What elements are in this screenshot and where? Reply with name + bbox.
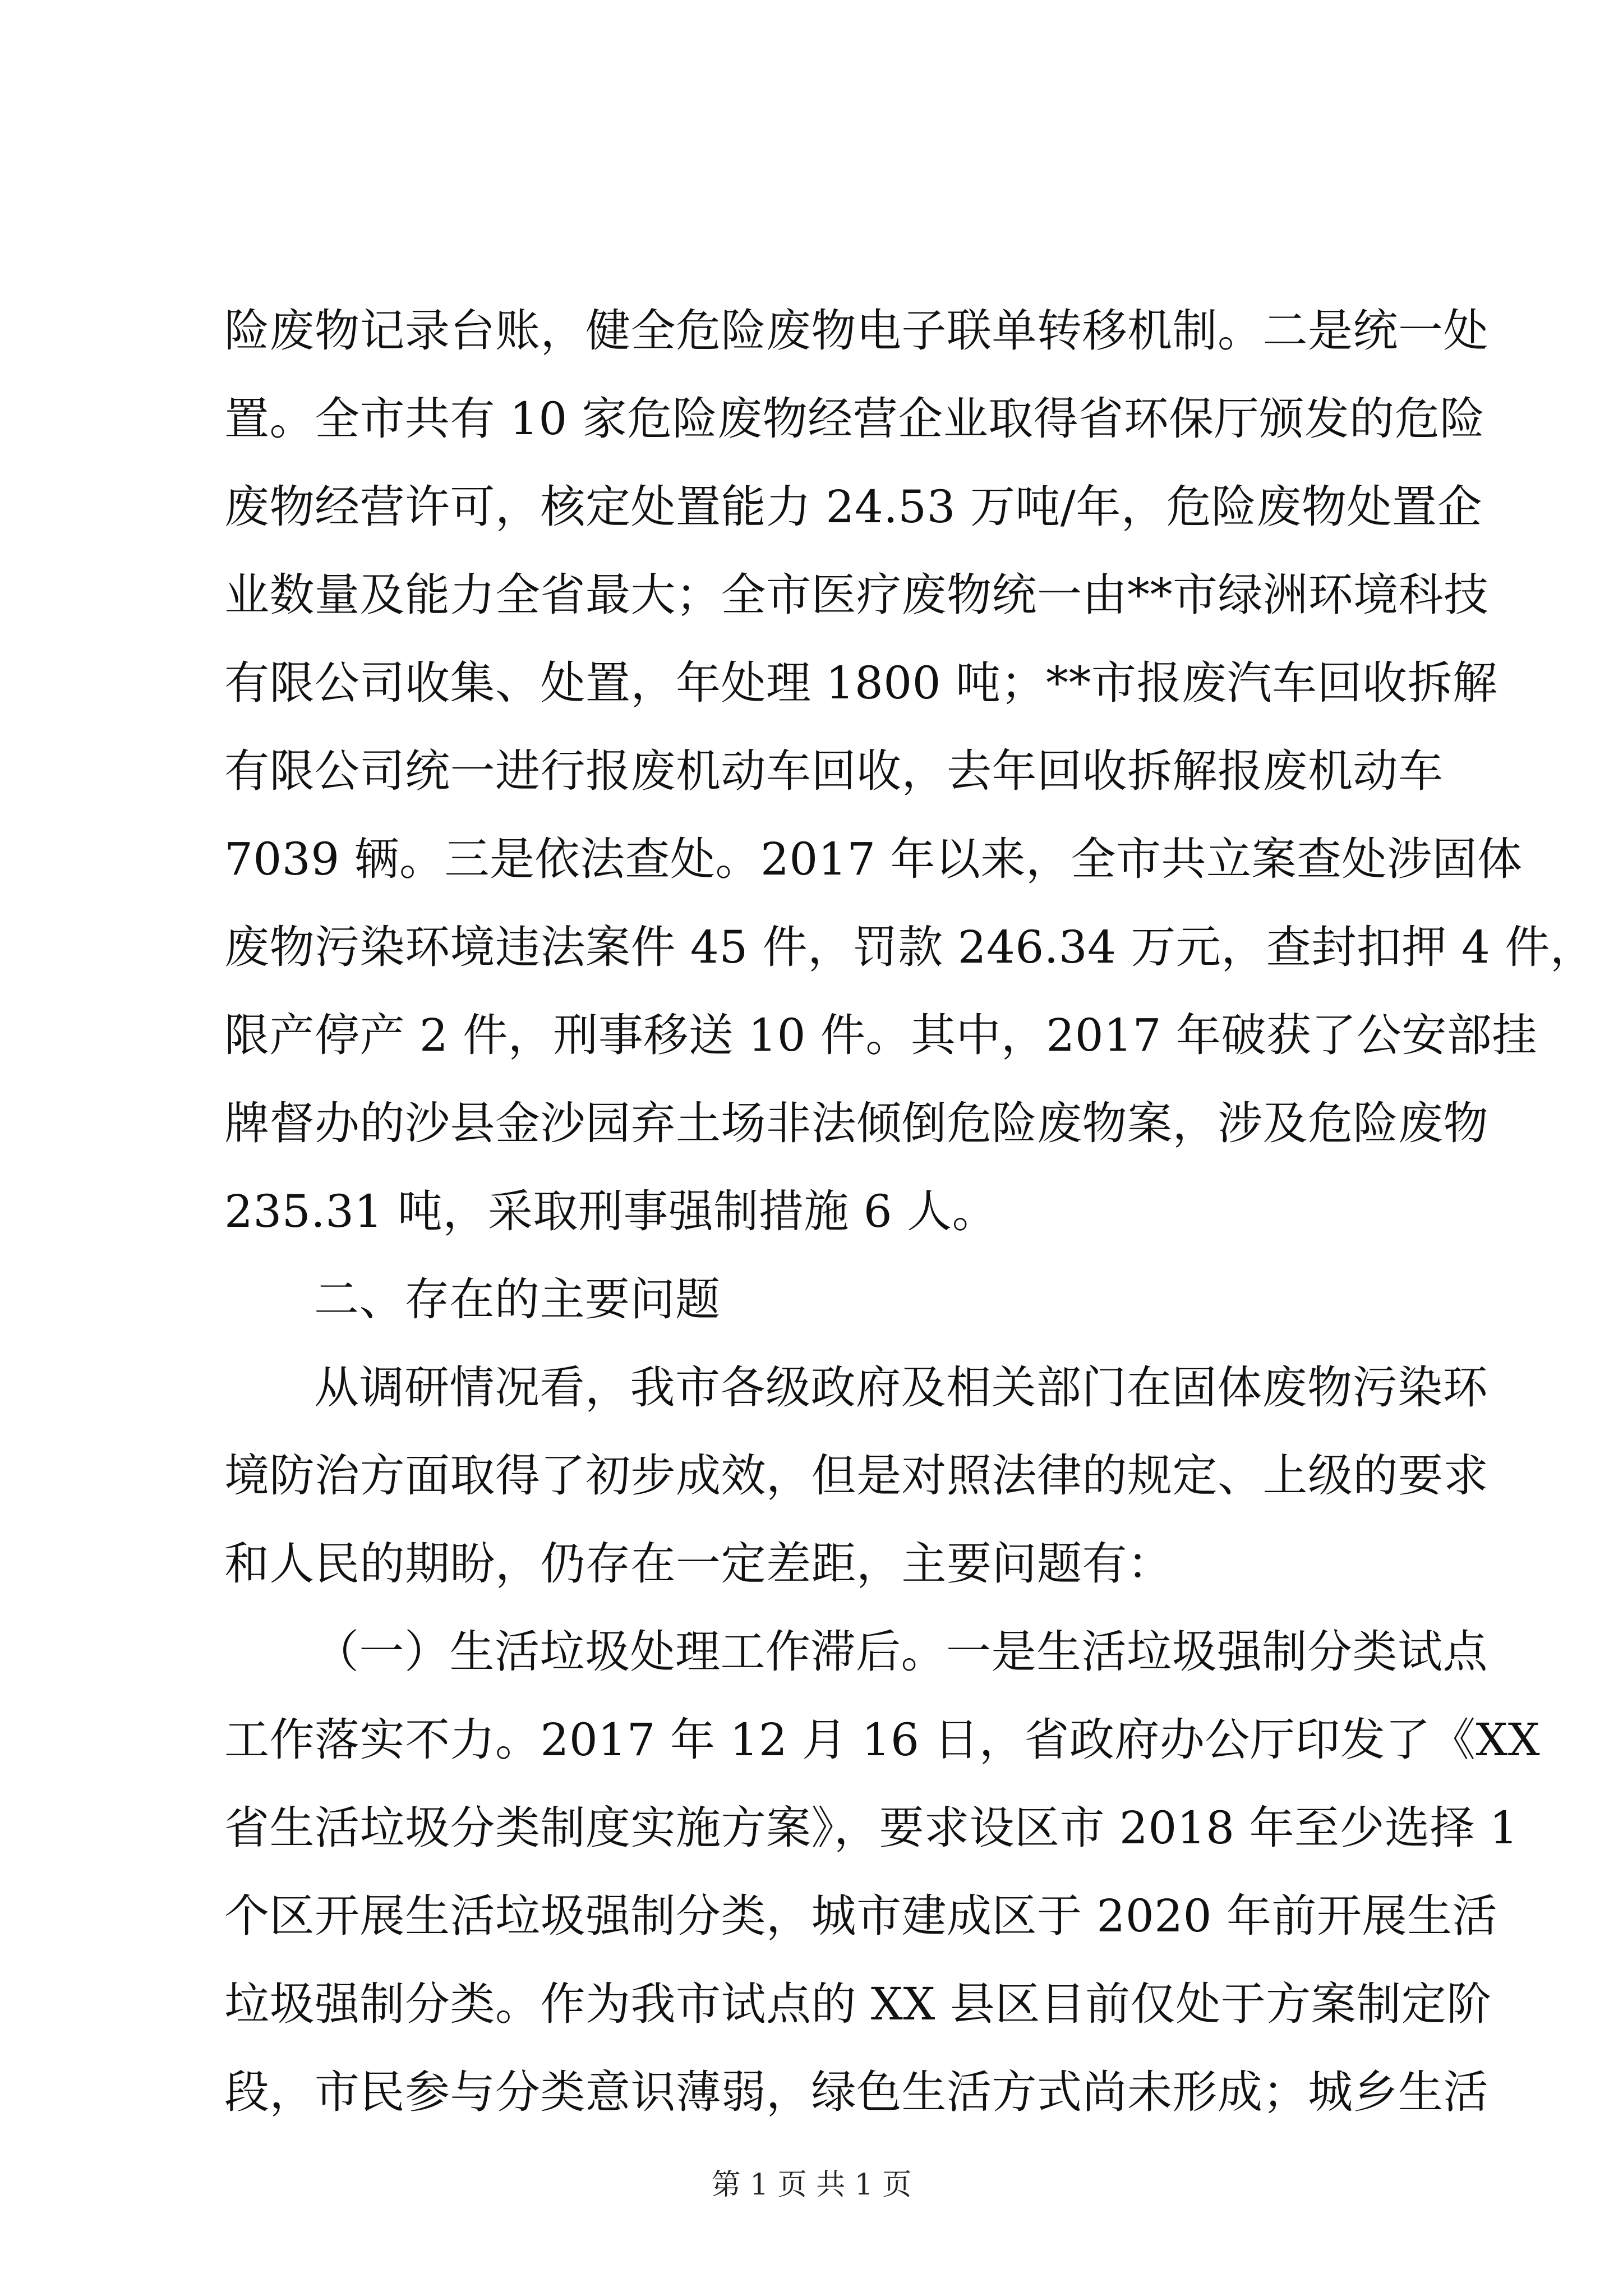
body-text-line-17: 工作落实不力。2017 年 12 月 16 日，省政府办公厅印发了《XX (224, 1714, 1541, 1766)
body-text-line-15: 和人民的期盼，仍存在一定差距，主要问题有： (224, 1538, 1173, 1590)
body-text-line-21: 段，市民参与分类意识薄弱，绿色生活方式尚未形成；城乡生活 (224, 2066, 1488, 2118)
body-text-line-7: 7039 辆。三是依法查处。2017 年以来，全市共立案查处涉固体 (224, 833, 1523, 885)
body-text-line-5: 有限公司收集、处置，年处理 1800 吨；**市报废汽车回收拆解 (224, 657, 1498, 709)
body-text-line-19: 个区开展生活垃圾强制分类，城市建成区于 2020 年前开展生活 (224, 1890, 1497, 1942)
section-heading: 二、存在的主要问题 (314, 1273, 721, 1326)
page-footer: 第 1 页 共 1 页 (711, 2168, 912, 2202)
body-text-line-18: 省生活垃圾分类制度实施方案》，要求设区市 2018 年至少选择 1 (224, 1802, 1519, 1854)
body-text-line-20: 垃圾强制分类。作为我市试点的 XX 县区目前仅处于方案制定阶 (224, 1978, 1492, 2030)
body-text-line-14: 境防治方面取得了初步成效，但是对照法律的规定、上级的要求 (224, 1450, 1488, 1502)
body-text-line-4: 业数量及能力全省最大；全市医疗废物统一由**市绿洲环境科技 (224, 569, 1489, 621)
body-text-line-1: 险废物记录台账，健全危险废物电子联单转移机制。二是统一处 (224, 305, 1488, 357)
body-text-line-13: 从调研情况看，我市各级政府及相关部门在固体废物污染环 (314, 1361, 1488, 1414)
body-text-line-8: 废物污染环境违法案件 45 件，罚款 246.34 万元，查封扣押 4 件， (224, 921, 1596, 973)
body-text-line-11: 235.31 吨，采取刑事强制措施 6 人。 (224, 1185, 998, 1237)
subsection-heading-line: （一）生活垃圾处理工作滞后。一是生活垃圾强制分类试点 (314, 1626, 1488, 1678)
body-text-line-9: 限产停产 2 件，刑事移送 10 件。其中，2017 年破获了公安部挂 (224, 1009, 1537, 1061)
body-text-line-3: 废物经营许可，核定处置能力 24.53 万吨/年，危险废物处置企 (224, 481, 1482, 533)
body-text-line-10: 牌督办的沙县金沙园弃土场非法倾倒危险废物案，涉及危险废物 (224, 1097, 1488, 1149)
body-text-line-6: 有限公司统一进行报废机动车回收，去年回收拆解报废机动车 (224, 745, 1444, 797)
body-text-line-2: 置。全市共有 10 家危险废物经营企业取得省环保厅颁发的危险 (224, 393, 1485, 445)
